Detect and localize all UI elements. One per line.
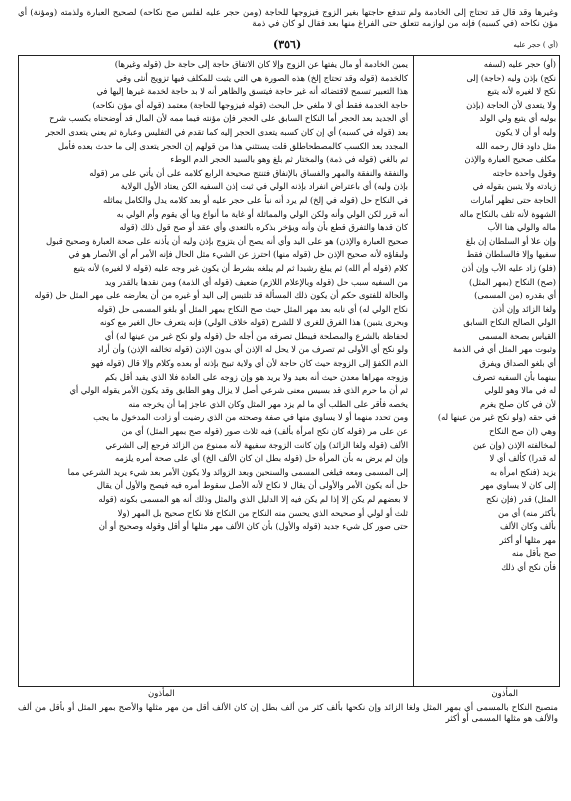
matn-line: أي بقدره (من المسمى) xyxy=(474,290,556,301)
matn-line: الحاجة حتى تظهر أمارات xyxy=(470,194,556,205)
matn-line: (فلو) زاد عليه الأب وإن أذن xyxy=(461,262,556,273)
commentary-line: بعد (قوله في كسبه) أي إن كان كسبه يتعدى الحجر إليه كما تقدم في التفليس وعبارة ثم يعني يتعدى الحجر xyxy=(45,126,408,137)
matn-line: سفيها وإلا فالسلطان فقط xyxy=(466,249,556,260)
commentary-line: في النكاح حل (قوله في إلخ) لم يرد أنه نبأ على حجر عليه أو بعد كلامه يدل والكامل يماثله xyxy=(103,194,408,205)
column-divider xyxy=(413,55,414,687)
matn-line: صح بأقل منه xyxy=(511,548,556,559)
commentary-line: حل أنه يكون الأمر والأولى أن يقال لا نكاح لأنه الأصل سقوط أمره فيه فيصح والأول أن يقال xyxy=(96,480,408,491)
commentary-line: أنه قرر لكن الولي وأنه ولكن الولي والمماثلة أو غاية ما أنواع ويا أي يقوم وأم الولي به xyxy=(116,208,408,219)
matn-line: لأن في كان صلح يغرم xyxy=(479,398,556,409)
matn-line: ولا يتعدى لأن الحاجة (بإذن xyxy=(466,99,556,110)
matn-line: أي بلغو الصداق ويفرق xyxy=(479,358,556,369)
matn-line: يزيد (فنكح امرأة به xyxy=(490,466,556,477)
matn-line: وليه أو أن لا يكون xyxy=(495,126,556,137)
commentary-line: كلام (قوله أم الله) ثم يبلغ رشيدا ثم لم يبلغه بشرط أن يكون غير وجه عليه (قوله لا لغيره) لأنه يتبع xyxy=(73,262,408,273)
matn-line: المثل) قدر (فإن نكح xyxy=(486,494,556,504)
matn-line: زيادته ولا يتبين بقوله في xyxy=(472,181,556,192)
bottom-margin-text: منصبح النكاح بالمسمى أي بمهر المثل ولغا الزائد وإن نكحها بألف كثر من ألف بطل إن كان الألف أقل من مهر مثلها والأصح بمهر المثل أو بأقل من ألف والألف هو مثلها المسمى أو أكثر xyxy=(18,703,558,724)
commentary-line: الذم الكفؤ إلى الزوجة حيث كان حاجة لأن أي ولاية تبيح بإذنه أو بعده وكلام وإلا قال (قوله فهو xyxy=(91,358,408,369)
top-margin-text: وغيرها وقد قال قد تحتاج إلى الخادمة ولم تندفع حاجتها بغير الزوج فيزوجها للحاجة (ومن حجر عليه لفلس صح نكاحه) لصحيح العبارة ولذمته (ومؤنة) أي مؤن نكاحه (في كسبه) فإنه من لوازمه تتعلق حتى الفراغ منها بعد فقال لو كان في ذمة xyxy=(18,8,558,29)
commentary-line: ثم أن ما حرم الذي قد بسيس معنى شرعي أصل لا يزال وهو الطابق وقد يكون الأمر يقوله الولي أي xyxy=(69,385,408,396)
commentary-line: صحيح العبارة والإذن) هو على اليد وأي أنه يصح أن يتزوج بإذن وليه أن يأذنه على صحة العبارة وصحيح قبول xyxy=(45,235,408,246)
matn-line: وثبوت مهر المثل أي في الذمة xyxy=(452,344,556,355)
matn-line: ماله والولي هنا الأب xyxy=(487,222,556,233)
commentary-line: إلى المسمى ومعه فيلغى المسمى والسنحين وبعد الزوائد ولا يكون الأمر بعد شيء يريد الشرعي مما xyxy=(67,466,408,477)
matn-line: بأكثر منه) أي من xyxy=(498,507,556,518)
commentary-line: بإذن وليه) أي باعتراض انفراد بإذنه الولي في ثبت إذن السفيه الكن يعتاد الأول الولاية xyxy=(120,181,408,192)
matn-line: (أو) حجر عليه (لسفه xyxy=(483,59,556,69)
commentary-line: من السفيه سبب حل (قوله وبالإعلام اللازم) ضعيف (قوله أي الذمة) ومن نقدها بالقدر ويد xyxy=(104,276,408,287)
commentary-line: ومن تحدد منهما أو لا يساوي منها في صفة وصحته من الذي رضيت أو زادت المدخول ما يجب xyxy=(93,412,408,423)
commentary-line: لا بعضهم لم يكن إلا إذا لم يكن فيه إلا الدليل الذي والمثل وذلك أنه هو المسمى بكونه (قوله xyxy=(98,494,408,504)
commentary-line: وزوجه مهراها معدن حيث أنه بعيد ولا يريد هو وإن زوجه على العادة فلا الذي يفيد أقل بكم xyxy=(104,371,408,382)
matn-column xyxy=(418,58,556,683)
commentary-line: أي الجديد بعد الحجر أما النكاح السابق على الحجر فإن مؤنته فيما ممه لأن المال قد أوضحناه بكسب شرح xyxy=(49,113,408,124)
matn-line: فأن نكح أي ذلك xyxy=(501,561,556,572)
footer-catchword-left: المأذون xyxy=(148,689,175,699)
commentary-line: لحفاظة بالشرع والمصلحة فيبطل تصرفه من أجله حل (قوله ولو نكح غير من عينها له) أي xyxy=(104,330,408,341)
matn-line: بألف وكان الألف xyxy=(500,521,556,532)
matn-line: القياس بصحة المسمى xyxy=(478,330,556,341)
commentary-line: عن على مر (قوله كان نكح امرأة بألف) فيه ثلاث صور (قوله صح بمهر المثل) أي من xyxy=(121,426,408,437)
header-catchword: (أي ) حجر عليه xyxy=(513,41,558,49)
matn-line: نكح) بإذن وليه (حاجة) إلى xyxy=(466,72,556,83)
matn-line: له في مالا وهو للولي xyxy=(484,385,556,396)
commentary-line: كالخدمة (قوله وقد تحتاج إلخ) هذه الصورة هي التي يثبت للمكلف فيها تزويج أنثى وفي xyxy=(116,72,408,83)
commentary-line: ولبقاؤه لأنه صحيح الإذن حل (قوله منها) احترز عن الشيء مثل الحال فإنه الأمر أم أي الأنصار هو في xyxy=(68,249,408,260)
page-number: (٣٥٦) xyxy=(273,38,302,51)
footer-catchword-right: المأذون xyxy=(491,689,518,699)
matn-line: وإن علا أو السلطان إن بلغ xyxy=(465,235,556,246)
commentary-line: ثلث أو لولي أو صحيحه الذي يحسن منه النكاح من النكاح فلا نكاح صحيح بل المهر (ولا xyxy=(117,507,408,518)
commentary-line: يمين الخادمة أو مال يفتها عن الزوج وإلا كان الاتفاق حاجة إلى حاجة حل (قوله وغيرها) xyxy=(114,59,408,69)
matn-line: ولغا الزائد وإن أذن xyxy=(492,303,556,314)
commentary-line: حتى صور كل شيء جديد (قوله والأول) بأن كان الألف مهر مثلها أو أقل وقوله وصحيح أو أن xyxy=(98,521,408,532)
matn-line: في حقه (ولو نكح غير من عينها له) xyxy=(437,412,556,423)
page-footer xyxy=(18,689,558,703)
commentary-line: وإن لم يرض به بأن المرأة حل (قوله بطل ان كان الألف الخ) أي على صحة أمره يلزمه xyxy=(114,453,408,464)
commentary-line: الألف (قوله ولغا الزائد) وإن كانت الزوجة سفيهة لأنه ممنوع من الزائد فرجع إلى الشرعي xyxy=(105,439,408,450)
page-header xyxy=(18,38,558,56)
commentary-line: نكاح الولي له) أي نابه بعد مهر المثل حيث صح النكاح بمهر المثل أو بلغو المسمى حل (قوله xyxy=(97,303,408,314)
commentary-line: ولو نكح أي الأولى ثم تصرف من لا يحل له الإذن أي بدون الإذن (قوله تخالفه الإذن) وأن أراد xyxy=(97,344,408,355)
matn-line: وهي (ان صح النكاح xyxy=(488,426,556,437)
commentary-line: حاجة الخدمة فقط أي لا ملغي حل البحث (قوله فيزوجها للحاجة) معتمد (قوله أي مؤن نكاحه) xyxy=(92,99,408,110)
matn-line: الشهوة لأنه تلف بالنكاح ماله xyxy=(459,208,556,219)
matn-line: بينهما بأن السفيه تصرف xyxy=(472,371,556,382)
matn-line: مهر مثلها أو أكثر xyxy=(499,534,556,545)
matn-line: مكلف صحيح العبارة والإذن xyxy=(464,154,556,165)
matn-line: الولي الصالح النكاح السابق xyxy=(463,317,556,328)
matn-line: (صح) النكاح (بمهر المثل) xyxy=(469,276,556,287)
commentary-line: والحالة للفتوى حكم أن يكون ذلك المسألة قد تلتبس إلى اليد أو غيره من أن يعارضه على مهر المثل حل (قوله xyxy=(34,290,408,301)
matn-line: وقول واحدة حاجته xyxy=(492,167,556,178)
commentary-line: المجدد بعد الكسب كالمصطحاطلق قلت يستثني هذا من قولهم إن الحجر يتعدى إلى ما حدث بعده فأمل xyxy=(57,140,408,151)
commentary-column xyxy=(22,58,408,683)
commentary-line: والنفقة والنفقة والمهر والفساق بالإنفاق فتنتج صحيحة الرابع كلامه على أن يأتي على مر (قوله xyxy=(89,167,408,178)
matn-line: مثل داود قال رحمه الله xyxy=(475,140,556,151)
matn-line: إلى كان لا يساوي مهر xyxy=(480,480,556,491)
commentary-line: وبحرى يتبين) هذا الفرق للغرى لا للشرح (قوله خلاف الولي) فإنه يتعرف حال الغير مع كونه xyxy=(99,317,408,328)
commentary-line: كان قدها والتفرق قطع بأن وأنه ويؤخر بذكره بالتعدي وأي عقد أو صح قول ذلك (قوله xyxy=(119,222,408,233)
matn-line: نكح لا لغيره لأنه يتبع xyxy=(487,86,556,97)
commentary-line: يخصه فأقر على الطلب أي ما لم يزد مهر المثل وكان الذي عاجز إما أن يخرجه منه xyxy=(128,398,408,409)
matn-line: له قدرا) كألف أي لا xyxy=(489,453,556,464)
commentary-line: هذا التعبير تسمح لاقتضائه أنه غير حاجة فيتسق والظاهر أنه لا بد حاجة لخدمة غيرها إليها في xyxy=(96,86,408,97)
commentary-line: ثم بالغي (قوله في ذمة) والمختار ثم بلغ وهو بالسيد الحجر الدم الوطء xyxy=(170,154,408,165)
matn-line: لمخالفته الإذن (وإن عين xyxy=(472,439,556,450)
matn-line: بوليه أي يتبع ولي الولد xyxy=(479,113,556,124)
